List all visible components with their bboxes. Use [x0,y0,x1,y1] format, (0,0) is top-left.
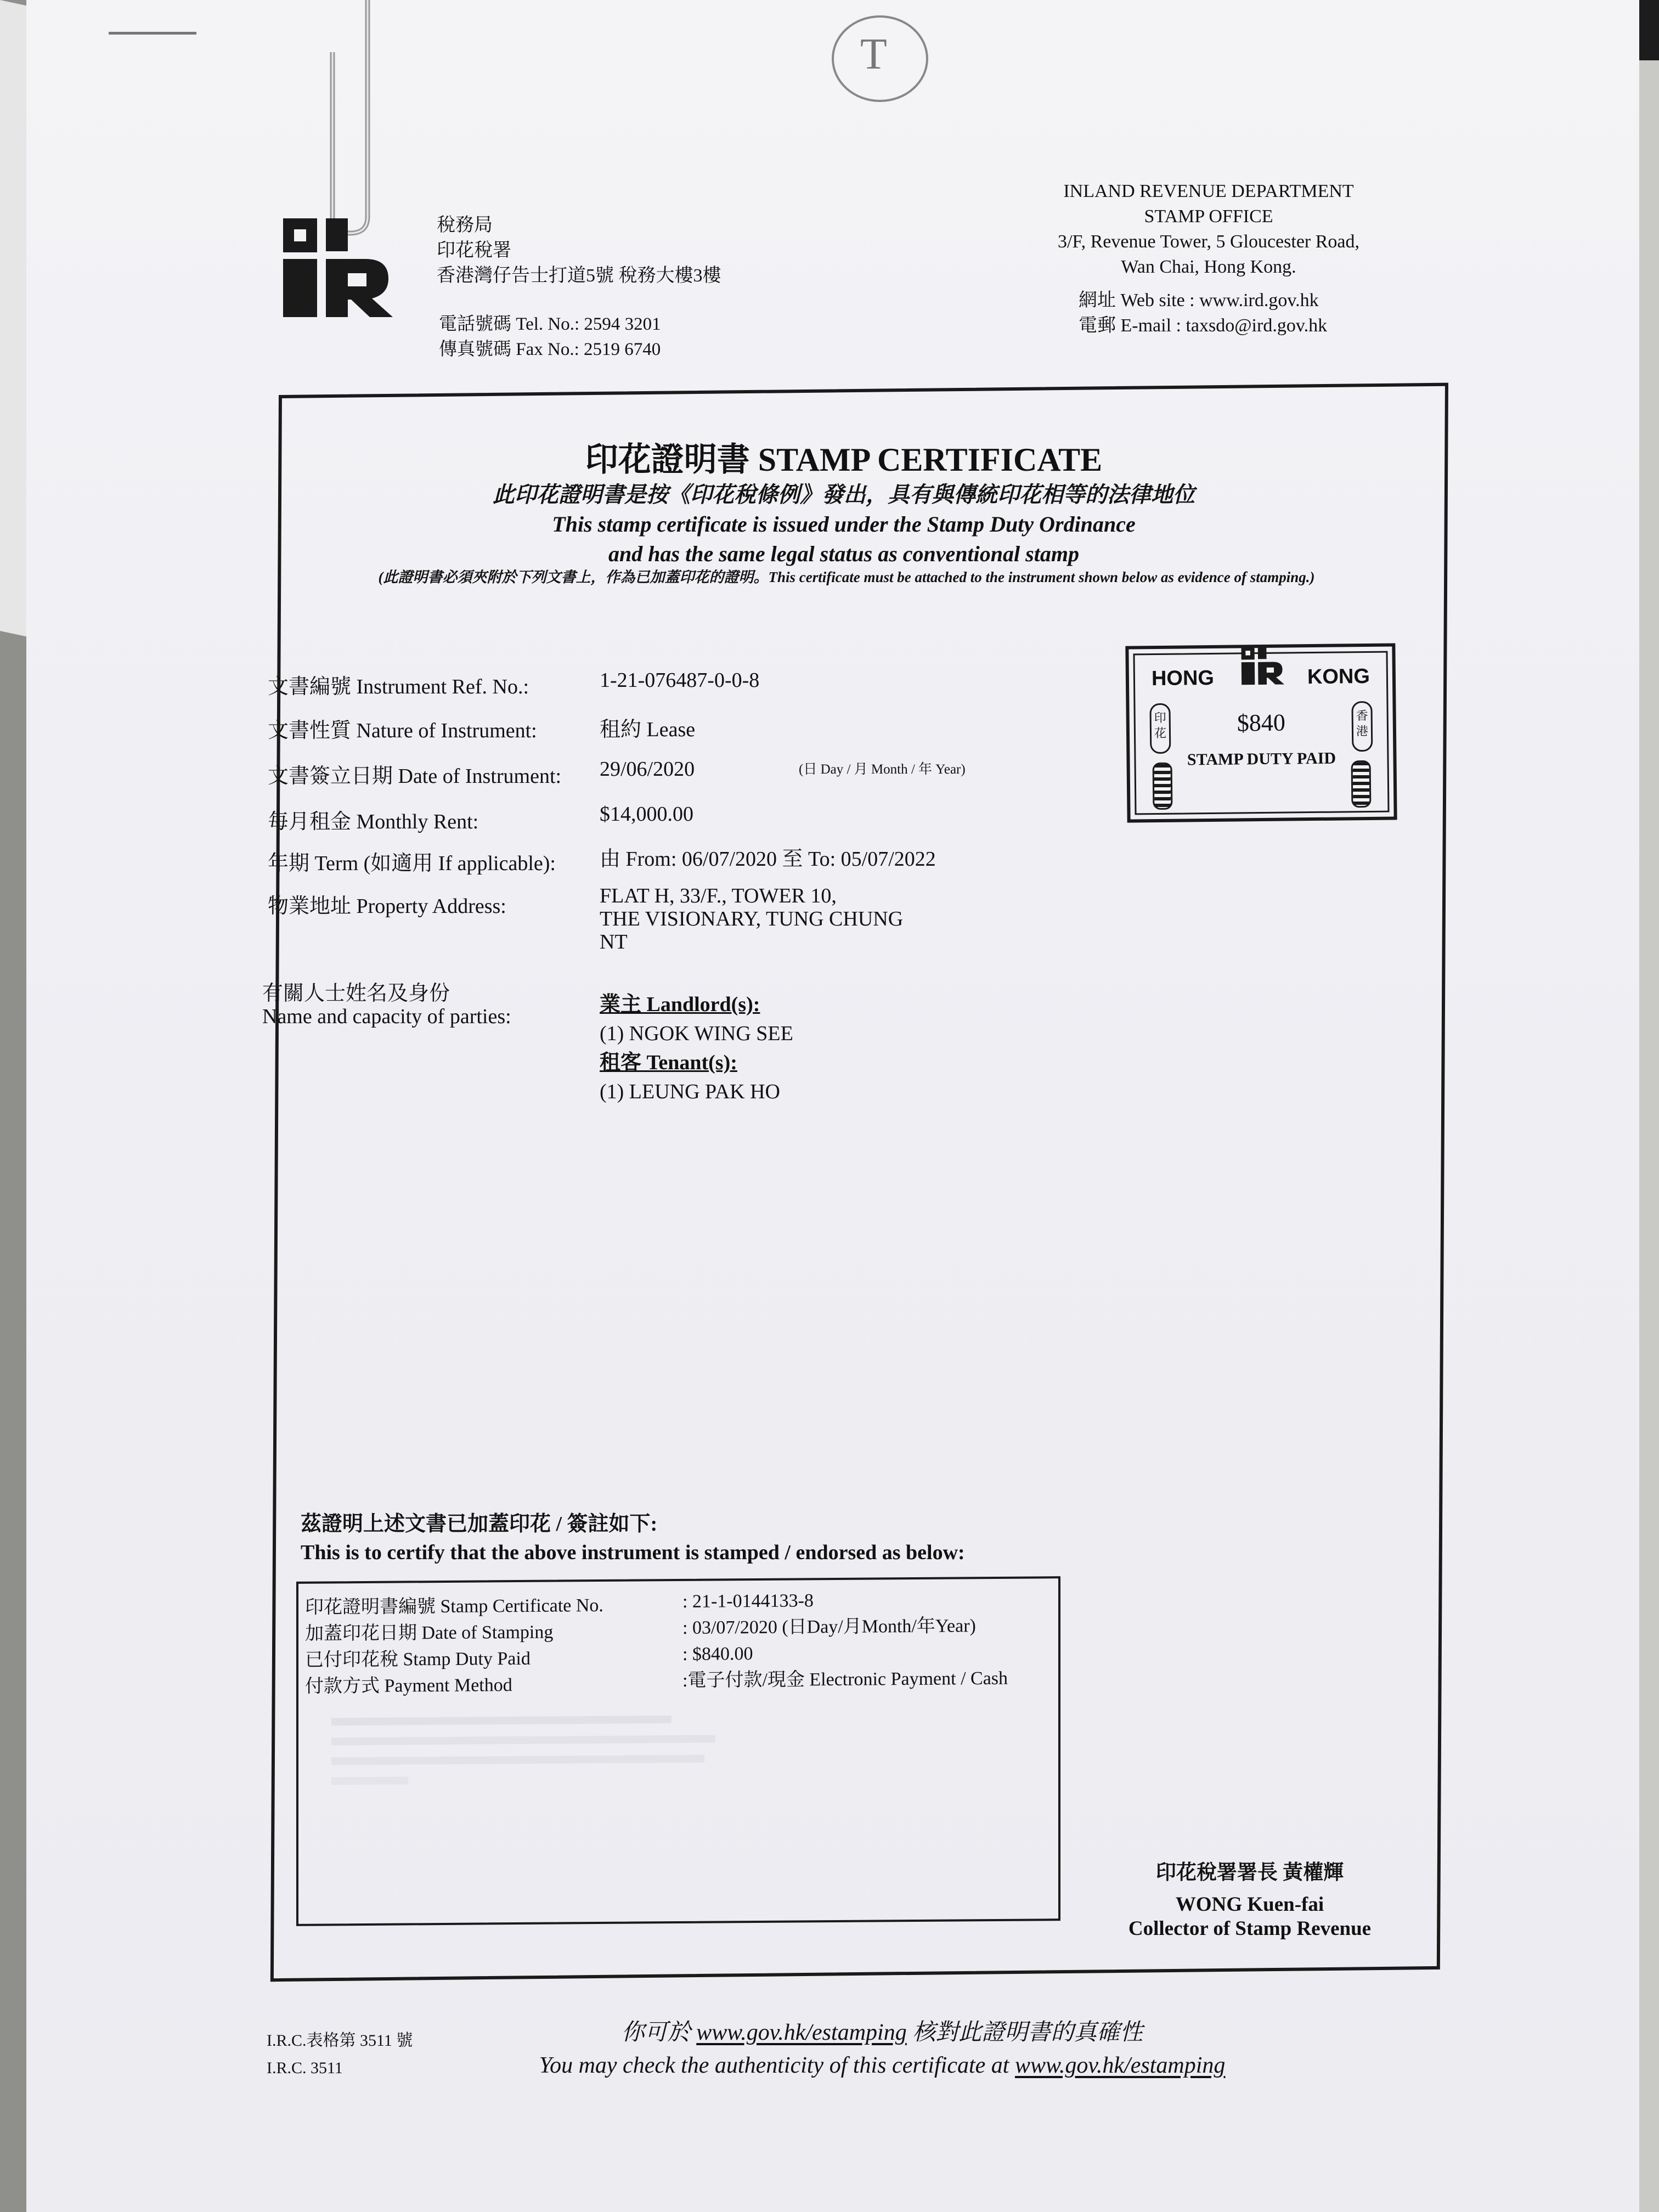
address-line: THE VISIONARY, TUNG CHUNG [600,907,904,930]
rent-label: 每月租金 Monthly Rent: [268,810,479,833]
stamp-left-seal: 印花 [1149,703,1171,754]
address-value [600,884,903,953]
header-en-line: STAMP OFFICE [1144,206,1273,227]
date-value: 29/06/2020 [600,758,695,781]
stamp-kong: KONG [1307,664,1370,689]
stamp-hong: HONG [1151,666,1215,691]
details-label: 印花證明書編號 Stamp Certificate No. [305,1595,603,1618]
parties-label [262,982,511,1028]
details-label: 加蓋印花日期 Date of Stamping [305,1622,554,1644]
details-label: 付款方式 Payment Method [305,1675,512,1697]
landlord-heading: 業主 Landlord(s): [600,993,760,1016]
stamp-duty-paid-stamp [1125,643,1397,822]
nature-label: 文書性質 Nature of Instrument: [268,719,537,742]
address-line: FLAT H, 33/F., TOWER 10, [600,884,837,907]
verification-en [443,2049,1321,2082]
stamping-details-box [296,1576,1060,1926]
paperclip-icon [327,0,382,241]
stamp-coin-icon [1153,763,1173,810]
header-chinese-address [437,213,721,289]
address-line: NT [600,930,628,953]
header-contact [439,312,661,362]
header-en-line: 3/F, Revenue Tower, 5 Gloucester Road, [1057,232,1359,252]
circled-letter-mark [832,15,928,102]
faint-show-through-text [331,1709,726,1822]
header-website: 網址 Web site : www.ird.gov.hk [1079,290,1319,311]
instrument-ref-label: 文書編號 Instrument Ref. No.: [268,675,529,698]
details-value: : $840.00 [682,1644,753,1664]
certificate-subtitle [323,480,1365,569]
header-english-address [1044,179,1373,280]
header-en-line: INLAND REVENUE DEPARTMENT [1063,181,1354,201]
pen-mark [109,32,196,35]
signatory-block [1113,1861,1387,1941]
signatory-name: WONG Kuen-fai [1175,1893,1324,1916]
parties-label-cn: 有關人士姓名及身份 [262,982,450,1005]
date-format-note: (日 Day / 月 Month / 年 Year) [799,762,966,777]
verification-en-prefix: You may check the authenticity of this certificate at [539,2053,1015,2078]
certify-en: This is to certify that the above instrument is stamped / endorsed as below: [301,1541,965,1564]
parties-value [600,990,793,1107]
stamp-inner-border [1133,651,1389,815]
header-cn-line: 香港灣仔告士打道5號 稅務大樓3樓 [437,266,721,286]
details-values [682,1587,1008,1694]
header-en-line: Wan Chai, Hong Kong. [1121,257,1296,277]
header-tel: 電話號碼 Tel. No.: 2594 3201 [439,314,661,334]
document-sheet [26,0,1639,2212]
details-labels [305,1593,603,1700]
verification-cn-prefix: 你可於 [621,2020,697,2045]
parties-label-en: Name and capacity of parties: [262,1005,511,1028]
nature-value: 租約 Lease [600,718,696,741]
subtitle-en-2: and has the same legal status as conventional stamp [608,541,1079,566]
header-cn-line: 稅務局 [437,215,493,235]
details-value: : 21-1-0144133-8 [682,1590,814,1612]
verification-link[interactable]: www.gov.hk/estamping [1014,2053,1226,2078]
header-fax: 傳真號碼 Fax No.: 2519 6740 [439,340,661,359]
landlord-name: (1) NGOK WING SEE [600,1022,793,1045]
verification-cn-suffix: 核對此證明書的真確性 [906,2020,1143,2045]
header-email: 電郵 E-mail : taxsdo@ird.gov.hk [1079,315,1328,336]
tenant-heading: 租客 Tenant(s): [600,1051,737,1074]
subtitle-cn: 此印花證明書是按《印花稅條例》發出，具有與傳統印花相等的法律地位 [493,482,1195,507]
certificate-title: 印花證明書 STAMP CERTIFICATE [585,442,1103,478]
term-label: 年期 Term (如適用 If applicable): [268,852,556,875]
certify-statement [301,1510,965,1567]
verification-cn [443,2016,1321,2049]
address-label: 物業地址 Property Address: [268,895,506,918]
signatory-title-en: Collector of Stamp Revenue [1128,1917,1372,1940]
details-value: :電子付款/現金 Electronic Payment / Cash [682,1668,1008,1691]
date-label: 文書簽立日期 Date of Instrument: [268,765,562,788]
form-number-cn: I.R.C.表格第 3511 號 [267,2032,413,2050]
term-value: 由 From: 06/07/2020 至 To: 05/07/2022 [600,848,936,871]
instrument-ref-value: 1-21-076487-0-0-8 [600,669,760,692]
tenant-name: (1) LEUNG PAK HO [600,1080,780,1103]
form-number-en: I.R.C. 3511 [267,2059,343,2077]
signatory-title-cn: 印花稅署署長 黃權輝 [1155,1861,1344,1884]
details-value: : 03/07/2020 (日Day/月Month/年Year) [682,1616,976,1638]
certify-cn: 茲證明上述文書已加蓋印花 / 簽註如下: [301,1513,658,1536]
header-web-contact [1079,288,1327,338]
stamp-paid-text: STAMP DUTY PAID [1187,749,1336,769]
subtitle-en-1: This stamp certificate is issued under the Stamp Duty Ordinance [552,512,1136,537]
stamp-ird-logo-icon [1238,646,1288,685]
attach-note: (此證明書必須夾附於下列文書上，作為已加蓋印花的證明。This certificate must be attached to the instrument shown below as evidence of stamping.) [378,569,1315,585]
stamp-amount: $840 [1237,709,1286,737]
verification-note [443,2016,1321,2082]
stamp-right-seal: 香港 [1351,701,1373,752]
rent-value: $14,000.00 [600,803,693,826]
form-number [267,2027,413,2082]
verification-link[interactable]: www.gov.hk/estamping [696,2020,907,2045]
details-label: 已付印花稅 Stamp Duty Paid [305,1648,531,1671]
circled-letter: T [860,30,887,78]
stamp-coin-icon [1351,760,1372,808]
header-cn-line: 印花稅署 [437,240,511,261]
ird-logo-icon [283,218,393,317]
